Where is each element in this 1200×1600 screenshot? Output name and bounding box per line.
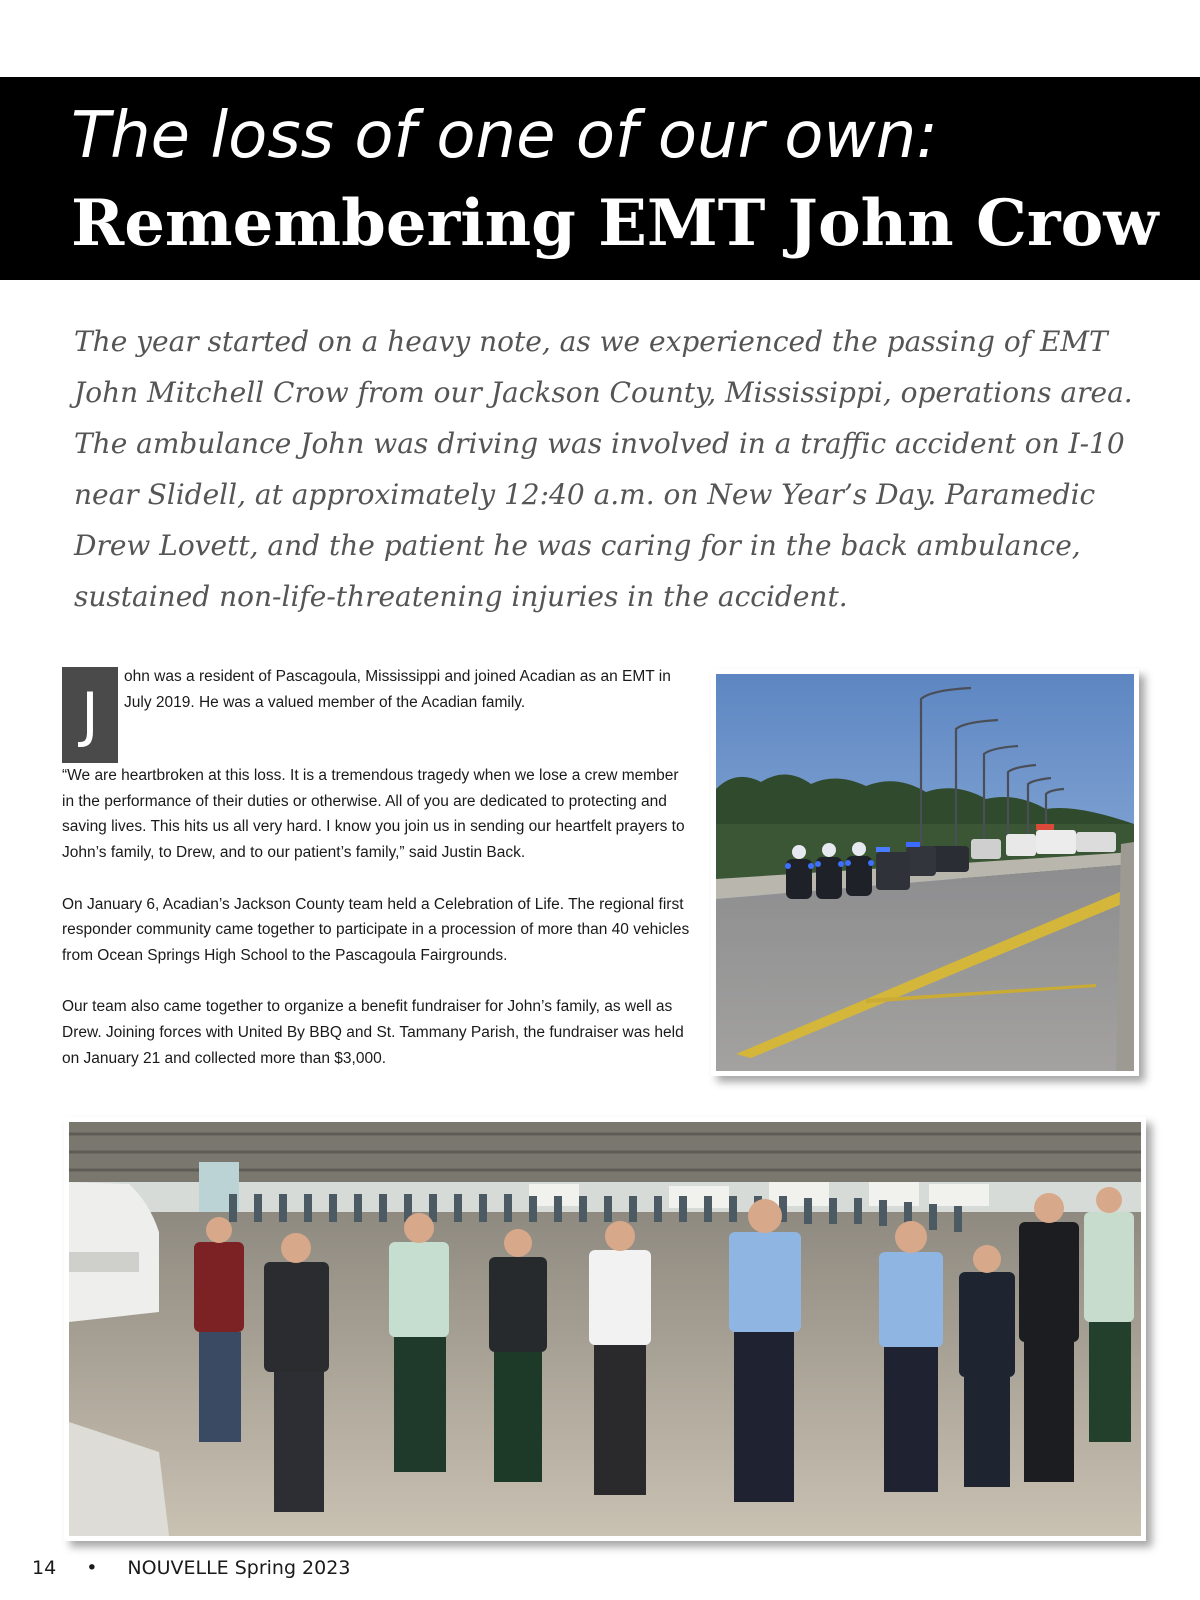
body-paragraph-2: “We are heartbroken at this loss. It is a tremendous tragedy when we lose a crew member in the performance of their duties or otherwise. All of you are dedicated to protecting and saving lives. This hits us all very hard. I know you join us in sending our heartfelt prayers to John’s family, to Drew, and to our patient’s family,” said Justin Back.	[62, 767, 685, 862]
procession-photo	[711, 669, 1139, 1076]
body-paragraph-3: On January 6, Acadian’s Jackson County team held a Celebration of Life. The regional first responder community came together to participate in a procession of more than 40 vehicles from Ocean Springs High School to the Pascagoula Fairgrounds.	[62, 895, 690, 964]
publication-name: NOUVELLE Spring 2023	[127, 1557, 351, 1579]
article-title: Remembering EMT John Crow	[71, 186, 1159, 261]
intro-deck: The year started on a heavy note, as we experienced the passing of EMT John Mitchell Crow from our Jackson County, Mississippi, operations area. The ambulance John was driving was involved in a traffic accident on I-10 near Slidell, at approximately 12:40 a.m. on New Year’s Day. Paramedic Drew Lovett, and the patient he was caring for in the back ambulance, sustained non-life-threatening injuries in the accident.	[74, 325, 1133, 613]
procession-photo-image	[716, 674, 1134, 1071]
body-paragraph-4: Our team also came together to organize a benefit fundraiser for John’s family, as well as Drew. Joining forces with United By BBQ and St. Tammany Parish, the fundraiser was held on January 21 and collected more than $3,000.	[62, 998, 684, 1067]
drop-cap: J	[62, 667, 118, 763]
celebration-of-life-image	[69, 1122, 1141, 1536]
page-footer	[32, 1554, 350, 1582]
footer-separator: •	[86, 1557, 98, 1579]
title-banner	[0, 77, 1200, 280]
article-kicker: The loss of one of our own:	[71, 99, 938, 173]
page-number: 14	[32, 1557, 57, 1579]
celebration-of-life-photo	[64, 1117, 1146, 1541]
article-body	[62, 664, 694, 1097]
body-paragraph-1: ohn was a resident of Pascagoula, Mississippi and joined Acadian as an EMT in July 2019. He was a valued member of the Acadian family.	[124, 668, 671, 711]
